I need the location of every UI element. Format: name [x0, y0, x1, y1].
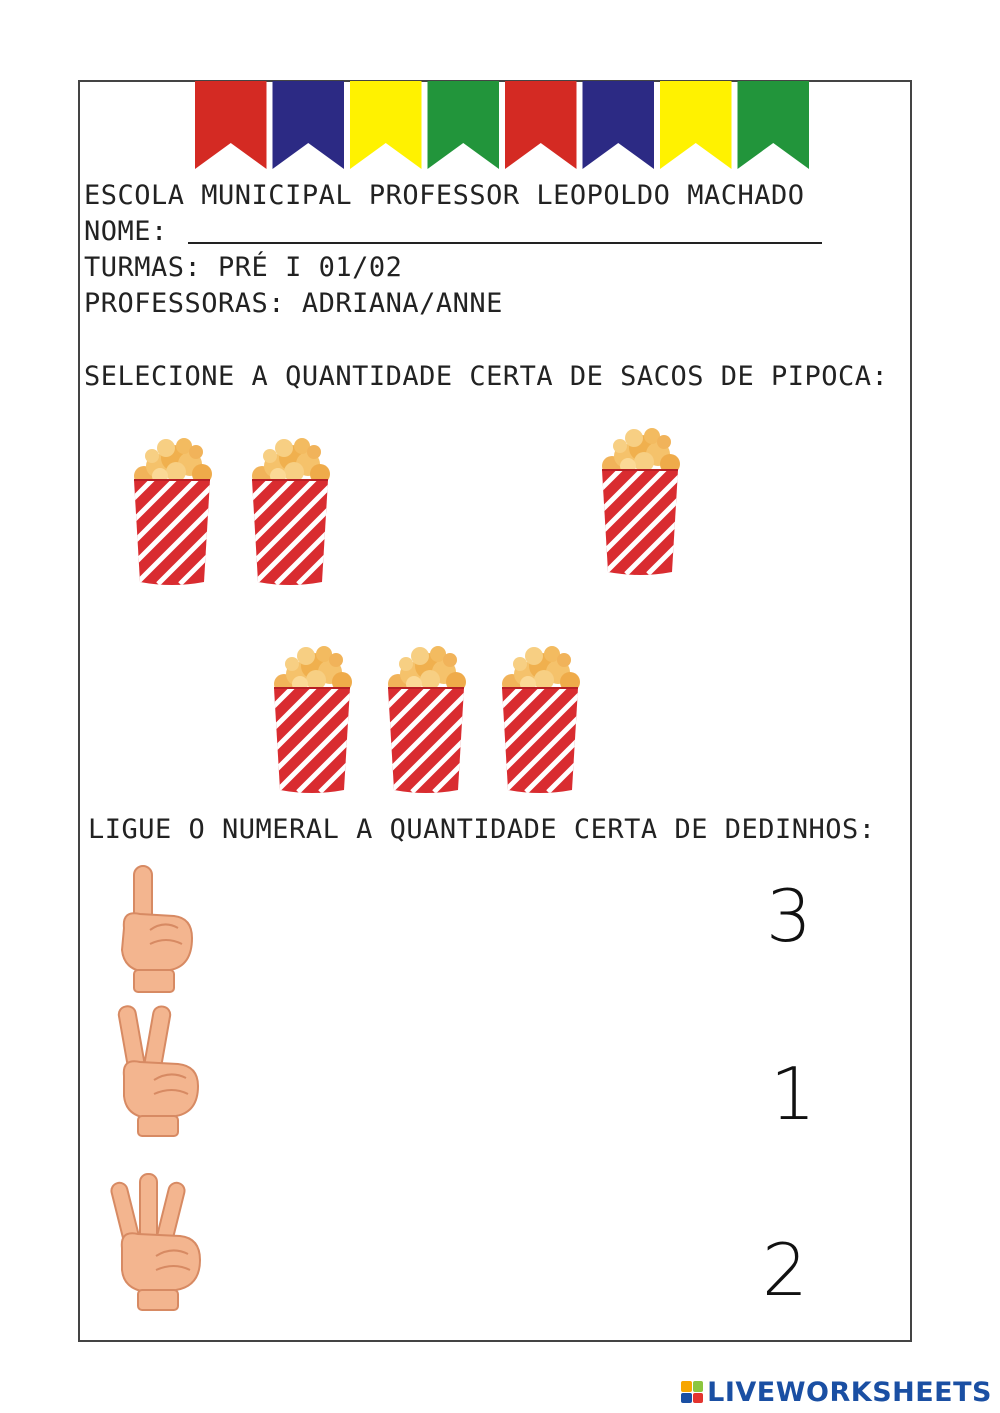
- bunting-flag: [660, 81, 732, 169]
- numeral-option[interactable]: 1: [770, 1052, 816, 1136]
- numeral-option[interactable]: 3: [766, 874, 812, 958]
- bunting-flag: [350, 81, 422, 169]
- hand-three-fingers-icon[interactable]: [108, 1172, 208, 1312]
- popcorn-bag-icon[interactable]: [384, 640, 468, 800]
- bunting-flag: [273, 81, 345, 169]
- bunting-flag: [738, 81, 810, 169]
- bunting-flag: [583, 81, 655, 169]
- hand-two-fingers-icon[interactable]: [108, 1000, 208, 1140]
- popcorn-bag-icon[interactable]: [248, 432, 332, 592]
- school-name: ESCOLA MUNICIPAL PROFESSOR LEOPOLDO MACHADO: [84, 180, 805, 211]
- popcorn-bag-icon[interactable]: [598, 422, 682, 582]
- hand-one-finger-icon[interactable]: [104, 858, 204, 998]
- bunting-flag: [505, 81, 577, 169]
- popcorn-bag-icon[interactable]: [130, 432, 214, 592]
- popcorn-bag-icon[interactable]: [270, 640, 354, 800]
- bunting-flag: [428, 81, 500, 169]
- teachers-line: PROFESSORAS: ADRIANA/ANNE: [84, 288, 503, 319]
- exercise2-instruction: LIGUE O NUMERAL A QUANTIDADE CERTA DE DEDINHOS:: [88, 814, 876, 845]
- name-input-line[interactable]: [188, 242, 822, 244]
- brand-name: LIVEWORKSHEETS: [707, 1376, 992, 1408]
- bunting-flag: [195, 81, 267, 169]
- footer-brand: [681, 1377, 992, 1407]
- popcorn-bag-icon[interactable]: [498, 640, 582, 800]
- numeral-option[interactable]: 2: [762, 1228, 808, 1312]
- exercise1-instruction: SELECIONE A QUANTIDADE CERTA DE SACOS DE PIPOCA:: [84, 361, 889, 392]
- liveworksheets-logo-icon: [681, 1381, 703, 1403]
- name-label: NOME:: [84, 216, 168, 247]
- classes-line: TURMAS: PRÉ I 01/02: [84, 252, 403, 283]
- festa-junina-bunting: [192, 81, 812, 171]
